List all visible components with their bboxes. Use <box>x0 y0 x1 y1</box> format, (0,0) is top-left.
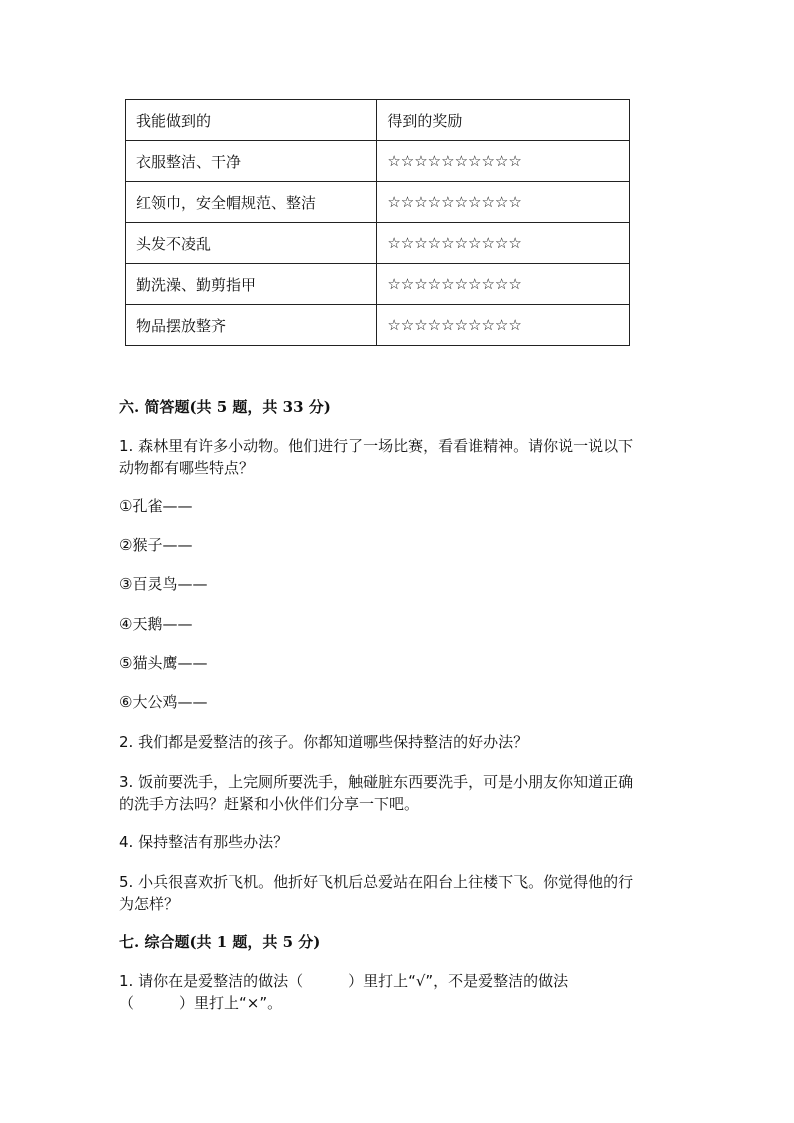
question-4: 4. 保持整洁有那些办法？ <box>119 833 289 851</box>
table-cell-behavior: 头发不凌乱 <box>126 223 377 264</box>
table-cell-stars: ☆☆☆☆☆☆☆☆☆☆ <box>377 264 630 305</box>
rewards-table <box>125 99 630 346</box>
table-cell-behavior: 勤洗澡、勤剪指甲 <box>126 264 377 305</box>
list-item: ②猴子—— <box>119 536 193 554</box>
table-cell-stars: ☆☆☆☆☆☆☆☆☆☆ <box>377 305 630 346</box>
list-item: ⑥大公鸡—— <box>119 693 208 711</box>
question-3-line-2: 的洗手方法吗？赶紧和小伙伴们分享一下吧。 <box>119 795 420 813</box>
table-header-cell: 我能做到的 <box>126 100 377 141</box>
table-row <box>126 141 630 182</box>
table-cell-behavior: 衣服整洁、干净 <box>126 141 377 182</box>
question-1-line-2: 动物都有哪些特点？ <box>119 459 255 477</box>
list-item: ③百灵鸟—— <box>119 575 208 593</box>
table-cell-stars: ☆☆☆☆☆☆☆☆☆☆ <box>377 223 630 264</box>
table-cell-behavior: 红领巾，安全帽规范、整洁 <box>126 182 377 223</box>
table-header-cell: 得到的奖励 <box>377 100 630 141</box>
question-3-line-1: 3. 饭前要洗手，上完厕所要洗手，触碰脏东西要洗手，可是小朋友你知道正确 <box>119 773 634 791</box>
question-5-line-1: 5. 小兵很喜欢折飞机。他折好飞机后总爱站在阳台上往楼下飞。你觉得他的行 <box>119 873 634 891</box>
table-cell-behavior: 物品摆放整齐 <box>126 305 377 346</box>
table-row <box>126 305 630 346</box>
table-row <box>126 182 630 223</box>
question-2: 2. 我们都是爱整洁的孩子。你都知道哪些保持整洁的好办法？ <box>119 733 529 751</box>
table-cell-stars: ☆☆☆☆☆☆☆☆☆☆ <box>377 182 630 223</box>
comprehensive-question-1-line-1: 1. 请你在是爱整洁的做法（ ）里打上“√”，不是爱整洁的做法 <box>119 972 569 990</box>
question-1-line-1: 1. 森林里有许多小动物。他们进行了一场比赛，看看谁精神。请你说一说以下 <box>119 437 634 455</box>
section-7-title: 七. 综合题(共 1 题，共 5 分) <box>119 933 321 951</box>
table-header-row <box>126 100 630 141</box>
table-cell-stars: ☆☆☆☆☆☆☆☆☆☆ <box>377 141 630 182</box>
table-row <box>126 264 630 305</box>
comprehensive-question-1-line-2: （ ）里打上“×”。 <box>119 994 283 1012</box>
list-item: ④天鹅—— <box>119 615 193 633</box>
question-5-line-2: 为怎样？ <box>119 895 180 913</box>
list-item: ①孔雀—— <box>119 497 193 515</box>
section-6-title: 六. 简答题(共 5 题，共 33 分) <box>119 398 331 416</box>
table-row <box>126 223 630 264</box>
list-item: ⑤猫头鹰—— <box>119 654 208 672</box>
